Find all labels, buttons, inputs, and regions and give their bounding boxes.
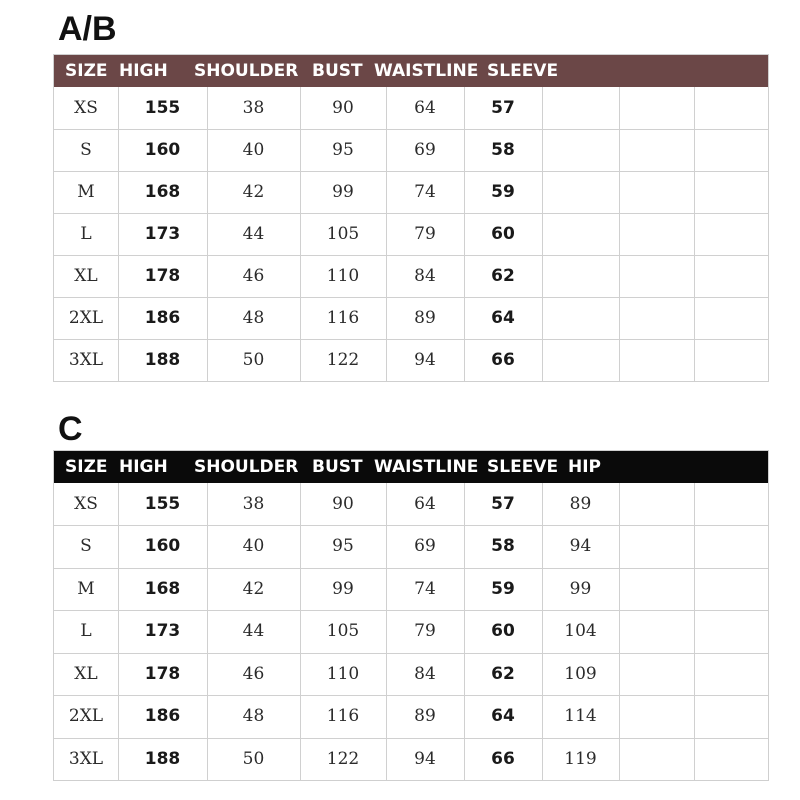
measurement-cell: 94 bbox=[414, 350, 436, 370]
size-label-cell: 2XL bbox=[68, 706, 104, 727]
measurement-cell: 44 bbox=[242, 224, 265, 244]
measurement-cell: 64 bbox=[491, 308, 515, 328]
measurement-cell: 160 bbox=[144, 536, 181, 557]
measurement-cell: 38 bbox=[242, 98, 265, 118]
column-divider bbox=[619, 483, 620, 780]
measurement-cell: 48 bbox=[242, 706, 265, 727]
measurement-cell: 69 bbox=[414, 536, 436, 557]
size-chart-c-header-waistline: WAISTLINE bbox=[374, 457, 479, 477]
measurement-cell: 94 bbox=[414, 748, 436, 769]
size-label-cell: S bbox=[80, 140, 92, 160]
measurement-cell: 116 bbox=[326, 308, 360, 328]
measurement-cell: 173 bbox=[144, 224, 181, 244]
size-chart-c-header-size: SIZE bbox=[65, 457, 108, 477]
measurement-cell: 109 bbox=[564, 663, 597, 684]
measurement-cell: 74 bbox=[414, 182, 436, 202]
measurement-cell: 84 bbox=[414, 266, 436, 286]
size-chart-c-header-sleeve: SLEEVE bbox=[487, 457, 559, 477]
measurement-cell: 160 bbox=[144, 140, 181, 160]
measurement-cell: 64 bbox=[414, 98, 436, 118]
measurement-cell: 42 bbox=[242, 578, 265, 599]
measurement-cell: 95 bbox=[332, 536, 354, 557]
size-chart-c-header-high: HIGH bbox=[119, 457, 168, 477]
measurement-cell: 95 bbox=[332, 140, 354, 160]
measurement-cell: 50 bbox=[242, 350, 265, 370]
measurement-cell: 178 bbox=[144, 266, 181, 286]
measurement-cell: 94 bbox=[569, 536, 592, 557]
measurement-cell: 58 bbox=[491, 140, 515, 160]
measurement-cell: 168 bbox=[144, 578, 181, 599]
measurement-cell: 89 bbox=[569, 494, 592, 514]
measurement-cell: 99 bbox=[332, 578, 354, 599]
measurement-cell: 188 bbox=[144, 748, 181, 769]
measurement-cell: 89 bbox=[414, 308, 436, 328]
measurement-cell: 79 bbox=[414, 224, 436, 244]
measurement-cell: 59 bbox=[491, 182, 515, 202]
size-label-cell: XL bbox=[74, 266, 98, 286]
measurement-cell: 74 bbox=[414, 578, 436, 599]
measurement-cell: 60 bbox=[491, 224, 515, 244]
measurement-cell: 58 bbox=[491, 536, 515, 557]
measurement-cell: 110 bbox=[326, 266, 360, 286]
size-chart-c-header-hip: HIP bbox=[568, 457, 602, 477]
measurement-cell: 62 bbox=[491, 663, 515, 684]
measurement-cell: 66 bbox=[491, 350, 515, 370]
measurement-cell: 57 bbox=[491, 494, 515, 514]
measurement-cell: 168 bbox=[144, 182, 181, 202]
size-label-cell: L bbox=[80, 621, 92, 642]
measurement-cell: 46 bbox=[242, 266, 265, 286]
measurement-cell: 99 bbox=[332, 182, 354, 202]
column-divider bbox=[542, 87, 543, 381]
measurement-cell: 90 bbox=[332, 98, 354, 118]
size-label-cell: 3XL bbox=[68, 748, 104, 769]
size-chart-ab-title: A/B bbox=[58, 10, 117, 48]
size-label-cell: XS bbox=[74, 494, 98, 514]
measurement-cell: 50 bbox=[242, 748, 265, 769]
measurement-cell: 84 bbox=[414, 663, 436, 684]
measurement-cell: 99 bbox=[569, 578, 592, 599]
size-chart-c-header-bust: BUST bbox=[312, 457, 363, 477]
size-label-cell: 3XL bbox=[68, 350, 104, 370]
measurement-cell: 38 bbox=[242, 494, 265, 514]
size-chart-ab-header bbox=[54, 55, 768, 87]
measurement-cell: 104 bbox=[564, 621, 597, 642]
measurement-cell: 178 bbox=[144, 663, 181, 684]
measurement-cell: 69 bbox=[414, 140, 436, 160]
measurement-cell: 89 bbox=[414, 706, 436, 727]
measurement-cell: 116 bbox=[326, 706, 360, 727]
size-chart-c-title: C bbox=[58, 410, 83, 448]
measurement-cell: 155 bbox=[144, 494, 181, 514]
measurement-cell: 42 bbox=[242, 182, 265, 202]
size-label-cell: M bbox=[77, 182, 95, 202]
measurement-cell: 48 bbox=[242, 308, 265, 328]
size-chart-c-header-shoulder: SHOULDER bbox=[194, 457, 299, 477]
measurement-cell: 105 bbox=[326, 621, 360, 642]
measurement-cell: 64 bbox=[491, 706, 515, 727]
measurement-cell: 79 bbox=[414, 621, 436, 642]
measurement-cell: 46 bbox=[242, 663, 265, 684]
size-label-cell: 2XL bbox=[68, 308, 104, 328]
measurement-cell: 110 bbox=[326, 663, 360, 684]
size-label-cell: L bbox=[80, 224, 92, 244]
size-chart-c-table bbox=[53, 450, 769, 781]
measurement-cell: 60 bbox=[491, 621, 515, 642]
measurement-cell: 59 bbox=[491, 578, 515, 599]
size-label-cell: XL bbox=[74, 663, 98, 684]
size-chart-ab-table bbox=[53, 54, 769, 382]
measurement-cell: 122 bbox=[326, 748, 360, 769]
measurement-cell: 114 bbox=[564, 706, 597, 727]
measurement-cell: 64 bbox=[414, 494, 436, 514]
measurement-cell: 188 bbox=[144, 350, 181, 370]
size-chart-ab-header-waistline: WAISTLINE bbox=[374, 61, 479, 81]
measurement-cell: 40 bbox=[242, 536, 265, 557]
measurement-cell: 40 bbox=[242, 140, 265, 160]
measurement-cell: 66 bbox=[491, 748, 515, 769]
size-chart-ab-header-size: SIZE bbox=[65, 61, 108, 81]
measurement-cell: 186 bbox=[144, 308, 181, 328]
size-chart-ab-header-shoulder: SHOULDER bbox=[194, 61, 299, 81]
column-divider bbox=[619, 87, 620, 381]
size-chart-ab-header-sleeve: SLEEVE bbox=[487, 61, 559, 81]
measurement-cell: 173 bbox=[144, 621, 181, 642]
size-label-cell: S bbox=[80, 536, 92, 557]
measurement-cell: 62 bbox=[491, 266, 515, 286]
measurement-cell: 186 bbox=[144, 706, 181, 727]
measurement-cell: 105 bbox=[326, 224, 360, 244]
size-label-cell: M bbox=[77, 578, 95, 599]
size-label-cell: XS bbox=[74, 98, 98, 118]
measurement-cell: 57 bbox=[491, 98, 515, 118]
measurement-cell: 44 bbox=[242, 621, 265, 642]
measurement-cell: 122 bbox=[326, 350, 360, 370]
measurement-cell: 90 bbox=[332, 494, 354, 514]
measurement-cell: 155 bbox=[144, 98, 181, 118]
measurement-cell: 119 bbox=[564, 748, 597, 769]
size-chart-c-header bbox=[54, 451, 768, 483]
column-divider bbox=[694, 87, 695, 381]
column-divider bbox=[694, 483, 695, 780]
size-chart-ab-header-high: HIGH bbox=[119, 61, 168, 81]
size-chart-ab-header-bust: BUST bbox=[312, 61, 363, 81]
